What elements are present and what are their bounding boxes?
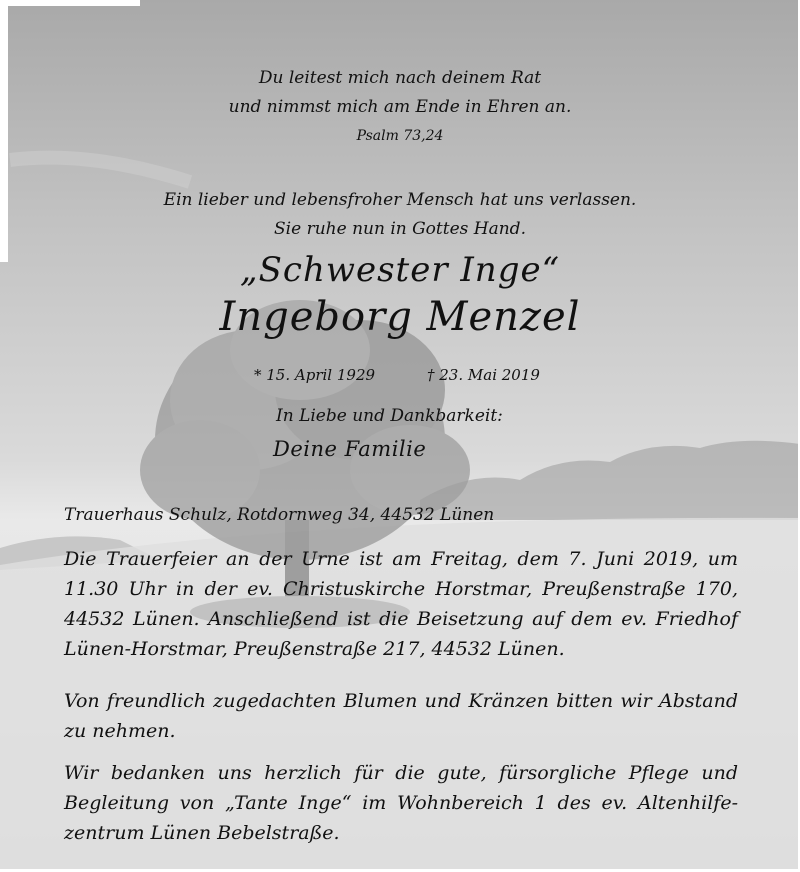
flowers-paragraph: Von freundlich zugedachten Blumen und Kränzen bitten wir Abstand zu nehmen. (64, 690, 738, 742)
verse-line-1: Du leitest mich nach deinem Rat (258, 68, 542, 88)
intro-text (0, 186, 800, 244)
intro-line-1: Ein lieber und lebensfroher Mensch hat uns verlassen. (163, 190, 637, 210)
funeral-home-address: Trauerhaus Schulz, Rotdornweg 34, 44532 Lünen (64, 505, 495, 525)
birth-date: * 15. April 1929 (254, 366, 376, 384)
cloud-streak (10, 158, 190, 182)
death-date: † 23. Mai 2019 (427, 366, 540, 384)
frame-corner-top (0, 0, 140, 6)
verse-line-2: und nimmst mich am Ende in Ehren an. (228, 97, 572, 117)
thanks-line: In Liebe und Dankbarkeit: (276, 406, 503, 426)
gratitude-paragraph: Wir bedanken uns herzlich für die gute, fürsorgliche Pflege und Begleitung von „Tante Inge“ im Wohnbereich 1 des ev. Altenhilfe-zentrum Lünen Bebelstraße. (64, 762, 738, 844)
deceased-nickname: „Schwester Inge“ (240, 250, 560, 290)
deceased-name: Ingeborg Menzel (219, 294, 581, 340)
verse-reference: Psalm 73,24 (356, 128, 444, 144)
ceremony-paragraph: Die Trauerfeier an der Urne ist am Freitag, dem 7. Juni 2019, um 11.30 Uhr in der ev. Christuskirche Horstmar, Preußenstraße 170, 44532 Lünen. Anschließend ist die Beisetzung auf dem ev. Friedhof Lünen-Horstmar, Preußenstraße 217, 44532 Lünen. (64, 548, 738, 660)
intro-line-2: Sie ruhe nun in Gottes Hand. (274, 219, 526, 239)
bible-verse (0, 64, 800, 151)
family-signature: Deine Familie (273, 437, 427, 461)
